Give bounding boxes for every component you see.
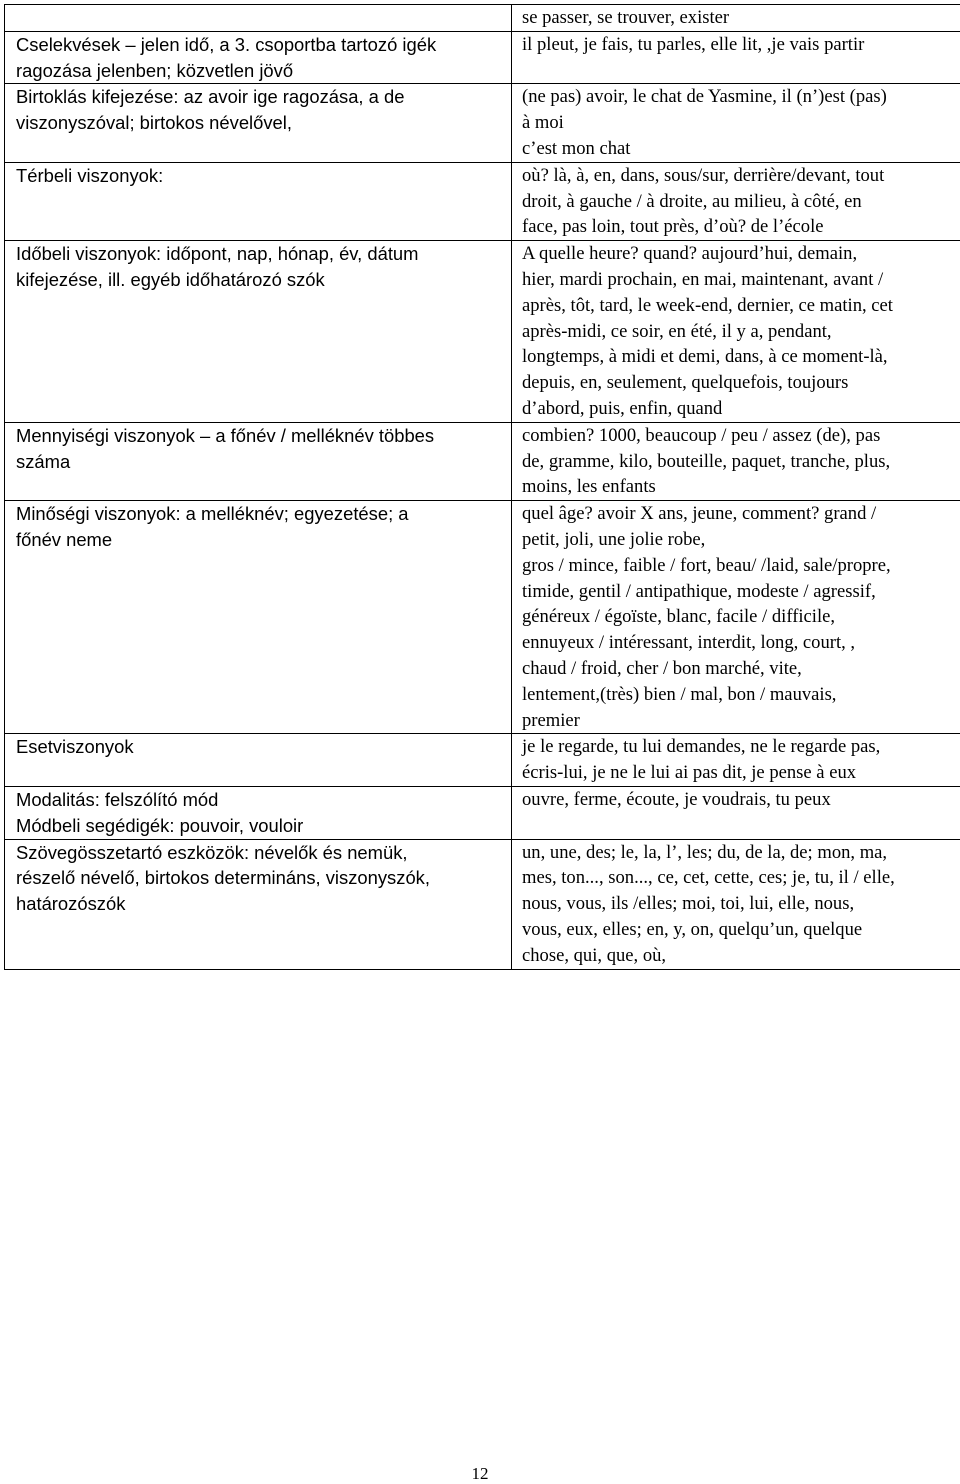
topic-line: Esetviszonyok [16, 734, 503, 760]
topic-cell [5, 5, 512, 32]
topic-cell [5, 786, 512, 839]
topic-cell [5, 162, 512, 240]
topic-line: viszonyszóval; birtokos névelővel, [16, 110, 503, 136]
topic-line: Cselekvések – jelen idő, a 3. csoportba tartozó igék [16, 32, 503, 58]
example-cell [512, 5, 960, 32]
table-row [5, 422, 960, 500]
example-line: je le regarde, tu lui demandes, ne le regarde pas, [522, 734, 960, 760]
table-row [5, 734, 960, 787]
topic-line: Térbeli viszonyok: [16, 163, 503, 189]
example-line: un, une, des; le, la, l’, les; du, de la, de; mon, ma, [522, 840, 960, 866]
table-body [5, 5, 960, 970]
topic-cell [5, 501, 512, 734]
example-line: hier, mardi prochain, en mai, maintenant, avant / [522, 267, 960, 293]
example-line: généreux / égoïste, blanc, facile / difficile, [522, 604, 960, 630]
topic-line: Mennyiségi viszonyok – a főnév / melléknév többes [16, 423, 503, 449]
example-line: A quelle heure? quand? aujourd’hui, demain, [522, 241, 960, 267]
example-line: moins, les enfants [522, 474, 960, 500]
page-number: 12 [0, 1464, 960, 1484]
example-line: lentement,(très) bien / mal, bon / mauvais, [522, 682, 960, 708]
example-line: après-midi, ce soir, en été, il y a, pendant, [522, 319, 960, 345]
example-line: de, gramme, kilo, bouteille, paquet, tranche, plus, [522, 449, 960, 475]
topic-line: Birtoklás kifejezése: az avoir ige ragozása, a de [16, 84, 503, 110]
example-cell [512, 162, 960, 240]
syllabus-table [4, 4, 960, 970]
example-line: droit, à gauche / à droite, au milieu, à côté, en [522, 189, 960, 215]
example-line: d’abord, puis, enfin, quand [522, 396, 960, 422]
topic-line: Minőségi viszonyok: a melléknév; egyezetése; a [16, 501, 503, 527]
example-line: depuis, en, seulement, quelquefois, toujours [522, 370, 960, 396]
example-cell [512, 786, 960, 839]
example-line: après, tôt, tard, le week-end, dernier, ce matin, cet [522, 293, 960, 319]
topic-line: Módbeli segédigék: pouvoir, vouloir [16, 813, 503, 839]
table-row [5, 241, 960, 423]
topic-line: főnév neme [16, 527, 503, 553]
example-line: petit, joli, une jolie robe, [522, 527, 960, 553]
example-line: nous, vous, ils /elles; moi, toi, lui, elle, nous, [522, 891, 960, 917]
topic-line: száma [16, 449, 503, 475]
example-line: vous, eux, elles; en, y, on, quelqu’un, quelque [522, 917, 960, 943]
topic-cell [5, 839, 512, 969]
topic-line: Modalitás: felszólító mód [16, 787, 503, 813]
topic-cell [5, 241, 512, 423]
example-cell [512, 31, 960, 84]
example-line: il pleut, je fais, tu parles, elle lit, ,je vais partir [522, 32, 960, 58]
table-row [5, 5, 960, 32]
example-line: (ne pas) avoir, le chat de Yasmine, il (n’)est (pas) [522, 84, 960, 110]
example-line: gros / mince, faible / fort, beau/ /laid, sale/propre, [522, 553, 960, 579]
example-cell [512, 501, 960, 734]
topic-line: részelő névelő, birtokos determináns, viszonyszók, [16, 865, 503, 891]
table-row [5, 786, 960, 839]
topic-line: Szövegösszetartó eszközök: névelők és nemük, [16, 840, 503, 866]
topic-line: határozószók [16, 891, 503, 917]
topic-line: Időbeli viszonyok: időpont, nap, hónap, év, dátum [16, 241, 503, 267]
table-row [5, 31, 960, 84]
example-cell [512, 241, 960, 423]
example-line: combien? 1000, beaucoup / peu / assez (de), pas [522, 423, 960, 449]
example-line: ennuyeux / intéressant, interdit, long, court, , [522, 630, 960, 656]
topic-cell [5, 31, 512, 84]
example-line: chose, qui, que, où, [522, 943, 960, 969]
example-line: quel âge? avoir X ans, jeune, comment? grand / [522, 501, 960, 527]
example-line: timide, gentil / antipathique, modeste / agressif, [522, 579, 960, 605]
table-row [5, 839, 960, 969]
example-cell [512, 734, 960, 787]
topic-cell [5, 422, 512, 500]
example-cell [512, 839, 960, 969]
topic-line: ragozása jelenben; közvetlen jövő [16, 58, 503, 84]
example-cell [512, 422, 960, 500]
example-line: longtemps, à midi et demi, dans, à ce moment-là, [522, 344, 960, 370]
example-line: chaud / froid, cher / bon marché, vite, [522, 656, 960, 682]
example-line: c’est mon chat [522, 136, 960, 162]
table-row [5, 162, 960, 240]
topic-cell [5, 84, 512, 162]
example-line: où? là, à, en, dans, sous/sur, derrière/devant, tout [522, 163, 960, 189]
example-line: écris-lui, je ne le lui ai pas dit, je pense à eux [522, 760, 960, 786]
table-row [5, 84, 960, 162]
topic-cell [5, 734, 512, 787]
example-line: mes, ton..., son..., ce, cet, cette, ces; je, tu, il / elle, [522, 865, 960, 891]
table-row [5, 501, 960, 734]
example-line: face, pas loin, tout près, d’où? de l’école [522, 214, 960, 240]
example-line: à moi [522, 110, 960, 136]
topic-line: kifejezése, ill. egyéb időhatározó szók [16, 267, 503, 293]
example-cell [512, 84, 960, 162]
example-line: ouvre, ferme, écoute, je voudrais, tu peux [522, 787, 960, 813]
example-line: premier [522, 708, 960, 734]
example-line: se passer, se trouver, exister [522, 5, 960, 31]
